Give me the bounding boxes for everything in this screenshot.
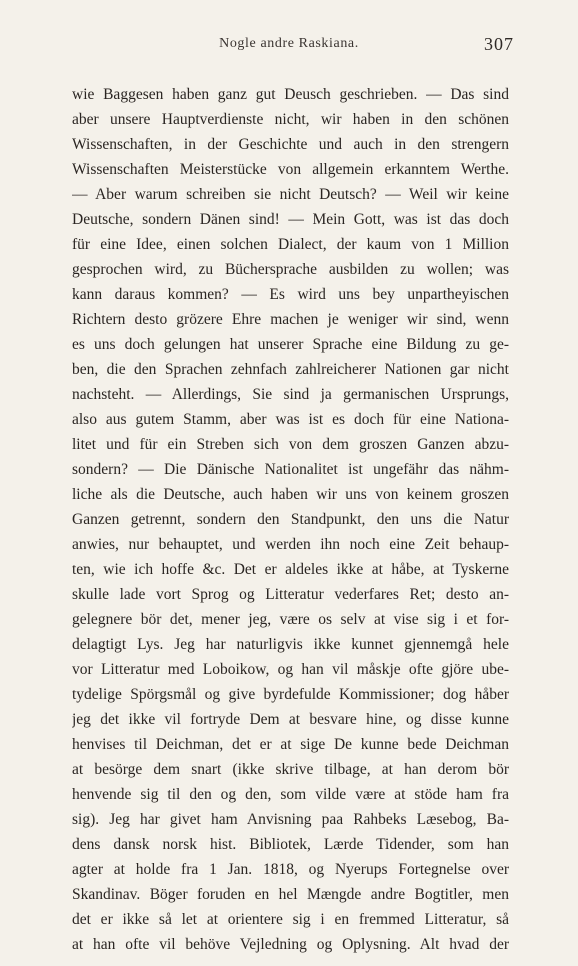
text-line: wie Baggesen haben ganz gut Deusch geschrieben. — Das sind <box>72 86 509 103</box>
text-line: litet und für ein Streben sich von dem groszen Ganzen abzu- <box>72 436 509 453</box>
text-line: also aus gutem Stamm, aber was ist es doch für eine Nationa- <box>72 411 509 428</box>
text-line: skulle lade vort Sprog og Litteratur vederfares Ret; desto an- <box>72 586 509 603</box>
body-text <box>72 82 509 957</box>
text-line: henvende sig til den og den, som vilde være at stöde ham fra <box>72 786 509 803</box>
text-line: liche als die Deutsche, auch haben wir uns von keinem groszen <box>72 486 509 503</box>
text-line: sondern? — Die Dänische Nationalitet ist ungefähr das nähm- <box>72 461 509 478</box>
text-line: at han ofte vil behöve Vejledning og Oplysning. Alt hvad der <box>72 936 509 953</box>
text-line: det er ikke så let at orientere sig i en fremmed Litteratur, så <box>72 911 509 928</box>
text-line: kann daraus kommen? — Es wird uns bey unpartheyischen <box>72 286 509 303</box>
text-line: Wissenschaften, in der Geschichte und auch in den strengern <box>72 136 509 153</box>
page-number: 307 <box>484 34 514 54</box>
running-title: Nogle andre Raskiana. <box>219 36 359 51</box>
text-line: vor Litteratur med Loboikow, og han vil måskje ofte gjöre ube- <box>72 661 509 678</box>
text-line: nachsteht. — Allerdings, Sie sind ja germanischen Ursprungs, <box>72 386 509 403</box>
text-line: Ganzen getrennt, sondern den Standpunkt, den uns die Natur <box>72 511 509 528</box>
text-line: — Aber warum schreiben sie nicht Deutsch? — Weil wir keine <box>72 186 509 203</box>
text-line: anwies, nur behauptet, und werden ihn noch eine Zeit behaup- <box>72 536 509 553</box>
text-line: Deutsche, sondern Dänen sind! — Mein Gott, was ist das doch <box>72 211 509 228</box>
text-line: gelegnere bör det, mener jeg, være os selv at vise sig i et for- <box>72 611 509 628</box>
text-line: at besörge dem snart (ikke skrive tilbage, at han derom bör <box>72 761 509 778</box>
running-head <box>0 34 578 56</box>
text-line: aber unsere Hauptverdienste nicht, wir haben in den schönen <box>72 111 509 128</box>
text-line: ben, die den Sprachen zehnfach zahlreicherer Nationen gar nicht <box>72 361 509 378</box>
text-line: es uns doch gelungen hat unserer Sprache eine Bildung zu ge- <box>72 336 509 353</box>
text-line: Skandinav. Böger foruden en hel Mængde andre Bogtitler, men <box>72 886 509 903</box>
text-line: sig). Jeg har givet ham Anvisning paa Rahbeks Læsebog, Ba- <box>72 811 509 828</box>
text-line: jeg det ikke vil fortryde Dem at besvare hine, og disse kunne <box>72 711 509 728</box>
text-line: Wissenschaften Meisterstücke von allgemein erkanntem Werthe. <box>72 161 509 178</box>
text-line: ten, wie ich hoffe &c. Det er aldeles ikke at håbe, at Tyskerne <box>72 561 509 578</box>
text-line: delagtigt Lys. Jeg har naturligvis ikke kunnet gjennemgå hele <box>72 636 509 653</box>
text-line: agter at holde fra 1 Jan. 1818, og Nyerups Fortegnelse over <box>72 861 509 878</box>
text-line: Richtern desto grözere Ehre machen je weniger wir sind, wenn <box>72 311 509 328</box>
text-line: tydelige Spörgsmål og give byrdefulde Kommissioner; dog håber <box>72 686 509 703</box>
text-line: dens dansk norsk hist. Bibliotek, Lærde Tidender, som han <box>72 836 509 853</box>
text-line: henvises til Deichman, det er at sige De kunne bede Deichman <box>72 736 509 753</box>
text-line: gesprochen wird, zu Büchersprache ausbilden zu wollen; was <box>72 261 509 278</box>
text-line: für eine Idee, einen solchen Dialect, der kaum von 1 Million <box>72 236 509 253</box>
